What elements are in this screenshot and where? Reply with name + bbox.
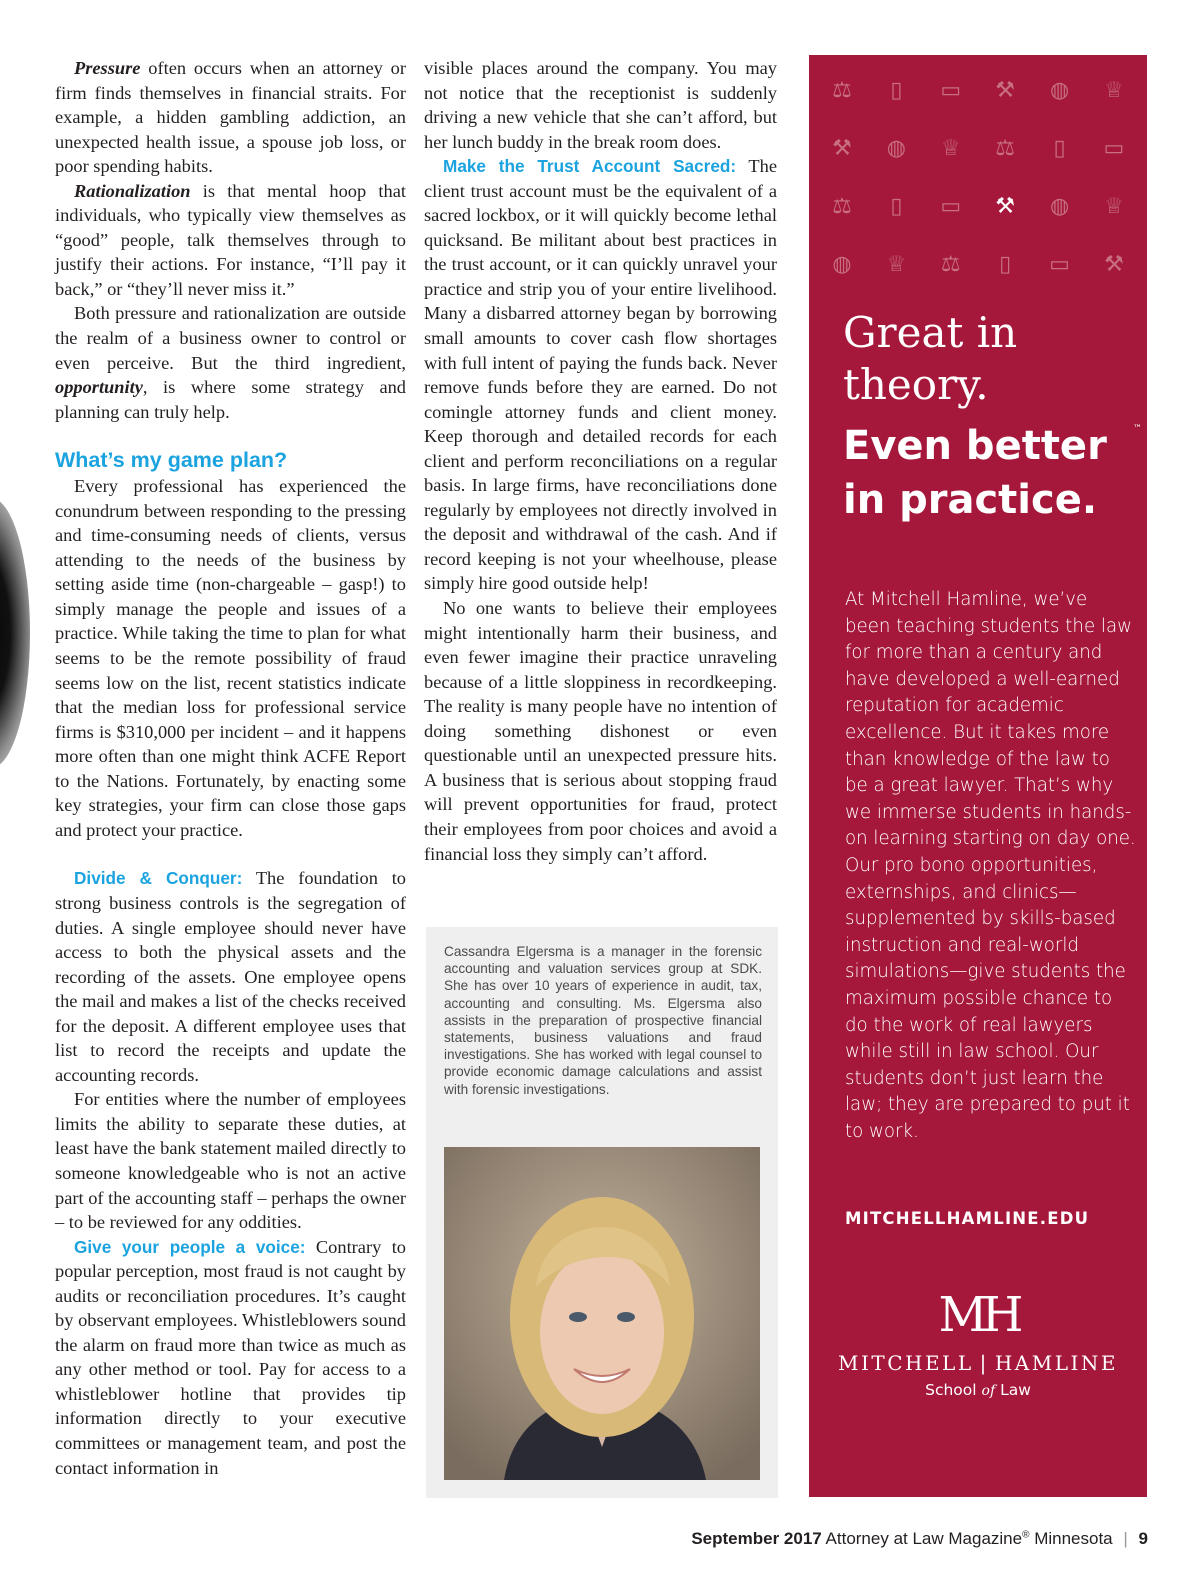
laptop-icon: ▭ [1103,135,1125,161]
article-column-right [424,56,777,866]
school-of-law-label: School of Law [925,1381,1031,1399]
icon-row [825,177,1131,235]
paragraph-pressure: Pressure often occurs when an attorney or firm finds themselves in financial straits. For example, a hidden gambling addiction, an unexpected health issue, a spouse job loss, or poor spending habits. [55,58,406,177]
icon-row [825,235,1131,293]
portrait-illustration [444,1147,760,1480]
icon-row [825,119,1131,177]
ad-website-link[interactable]: MITCHELLHAMLINE.EDU [845,1209,1090,1228]
trademark-mark: ™ [1133,424,1142,434]
trophy-icon: ♕ [886,251,907,277]
footer-date: September 2017 [691,1529,822,1548]
ad-headline-serif: Great in theory. [843,308,1018,409]
mitchell-hamline-logo-mark: MH [938,1287,1018,1343]
globe-icon: ◍ [1049,193,1070,219]
author-portrait [444,1147,760,1480]
book-icon: ▯ [1053,135,1066,161]
mitchell-hamline-wordmark: MITCHELL | HAMLINE [837,1351,1119,1375]
globe-icon: ◍ [832,251,852,277]
mitchell-hamline-advertisement [809,55,1147,1497]
page-number: 9 [1138,1529,1148,1548]
gavel-icon: ⚒ [832,135,852,161]
page-footer: September 2017 Attorney at Law Magazine® Minnesota | 9 [691,1529,1148,1548]
gavel-icon: ⚒ [995,77,1016,103]
article-column-left [55,56,406,1480]
globe-icon: ◍ [1049,77,1070,103]
section-heading-game-plan: What’s my game plan? [55,448,288,473]
paragraph-give-voice: Give your people a voice: Contrary to popular perception, most fraud is not caught by audits or reconciliation procedures. It’s caught by observant employees. Whistleblowers sound the alarm on fraud more than twice as much as any other method or tool. Pay for access to a whistleblower hotline that provides tip information directly to your executive committees or management team, and post the contact information in [55,1236,407,1478]
paragraph-divide-conquer: Divide & Conquer: The foundation to strong business controls is the segregation of duties. A single employee should never have access to both the physical assets and the recording of the assets. One employee opens the mail and makes a list of the checks received for the deposit. A different employee uses that list to record the receipts and update the accounting records. [55,868,406,1085]
registered-mark: ® [1022,1529,1030,1541]
book-icon: ▯ [890,77,903,103]
footer-region: Minnesota [1034,1529,1113,1548]
paragraph-game-plan: Every professional has experienced the conundrum between responding to the pressing and time-consuming needs of clients, versus attending to the needs of the business by setting aside time (non-chargeable – gasp!) to simply manage the people and issues of a practice. While taking the time to plan for what seems to be the remote possibility of fraud seems low on the list, recent statistics indicate that the median loss for professional service firms is $310,000 per incident – and it happens more often than one might think ACFE Report to the Nations. Fortunately, by enacting some key strategies, your firm can close those gaps and protect your practice. [55,476,406,840]
paragraph-no-one-wants: No one wants to believe their employees might intentionally harm their business, and even fewer imagine their practice unraveling because of a little sloppiness in recordkeeping. The reality is many people have no intention of doing something dishonest or even questionable until an unexpected pressure hits. A business that is serious about stopping fraud will prevent opportunities for fraud, protect their employees from poor choices and avoid a financial loss they simply can’t afford. [424,598,777,864]
gavel-icon: ⚒ [995,193,1016,219]
trophy-icon: ♕ [940,135,961,161]
icon-row [825,61,1131,119]
book-icon: ▯ [999,251,1012,277]
scales-icon: ⚖ [940,251,961,277]
paragraph-opportunity: Both pressure and rationalization are outside the realm of a business owner to control or even perceive. But the third ingredient, opportunity, is where some strategy and planning can truly help. [55,303,406,422]
scales-icon: ⚖ [832,77,852,103]
gavel-icon: ⚒ [1104,251,1124,277]
paragraph-trust-account: Make the Trust Account Sacred: The client trust account must be the equivalent of a sacred lockbox, or it will quickly become lethal quicksand. Be militant about best practices in the trust account, or it can quickly unravel your practice and strip you of your entire livelihood. Many a disbarred attorney began by borrowing small amounts to cover cash flow shortages with full intent of paying the funds back. Never remove funds before they are earned. Do not comingle attorney funds and client money. Keep thorough and detailed records for each client and perform reconciliations on a regular basis. In large firms, have reconciliations done regularly by employees not directly involved in the deposit and withdrawal of the cash. And if record keeping is not your wheelhouse, please simply hire good outside help! [424,156,777,594]
ad-headline-sans: Even better in practice.™ [843,423,1142,523]
trophy-icon: ♕ [1104,193,1124,219]
laptop-icon: ▭ [940,77,962,103]
author-bio-text: Cassandra Elgersma is a manager in the forensic accounting and valuation services group at SDK. She has over 10 years of experience in audit, tax, accounting and consulting. Ms. Elgersma also assists in the preparation of prospective financial statements, business valuations and fraud investigations. She has worked with legal counsel to provide economic damage calculations and assist with forensic investigations. [444,944,762,1097]
ad-body-text: At Mitchell Hamline, we’ve been teaching students the law for more than a century and have developed a well-earned reputation for academic excellence. But it takes more than knowledge of the law to be a great lawyer. That’s why we immerse students in hands-on learning starting on day one. Our pro bono opportunities, externships, and clinics—supplemented by skills-based instruction and real-world simulations—give students the maximum possible chance to do the work of real lawyers while still in law school. Our students don’t just learn the law; they are prepared to put it to work. [845,589,1136,1142]
laptop-icon: ▭ [940,193,962,219]
trophy-icon: ♕ [1104,77,1124,103]
scales-icon: ⚖ [832,193,852,219]
footer-magazine: Attorney at Law Magazine [825,1529,1023,1548]
ad-icon-pattern [825,61,1131,293]
author-bio-box [426,927,778,1498]
globe-icon: ◍ [886,135,906,161]
page-edge-shadow [0,498,30,768]
laptop-icon: ▭ [1049,251,1070,277]
paragraph-rationalization: Rationalization is that mental hoop that individuals, who typically view themselves as “good” people, talk themselves through to justify their actions. For instance, “I’ll pay it back,” or “they’ll never miss it.” [55,180,406,299]
book-icon: ▯ [890,193,903,219]
paragraph-visible-places: visible places around the company. You may not notice that the receptionist is suddenly driving a new vehicle that she can’t afford, but her lunch buddy in the break room does. [424,58,777,152]
paragraph-entities: For entities where the number of employees limits the ability to separate these duties, at least have the bank statement mailed directly to someone knowledgeable who is not an active part of the accounting staff – perhaps the owner – to be reviewed for any oddities. [55,1089,407,1233]
scales-icon: ⚖ [995,135,1016,161]
